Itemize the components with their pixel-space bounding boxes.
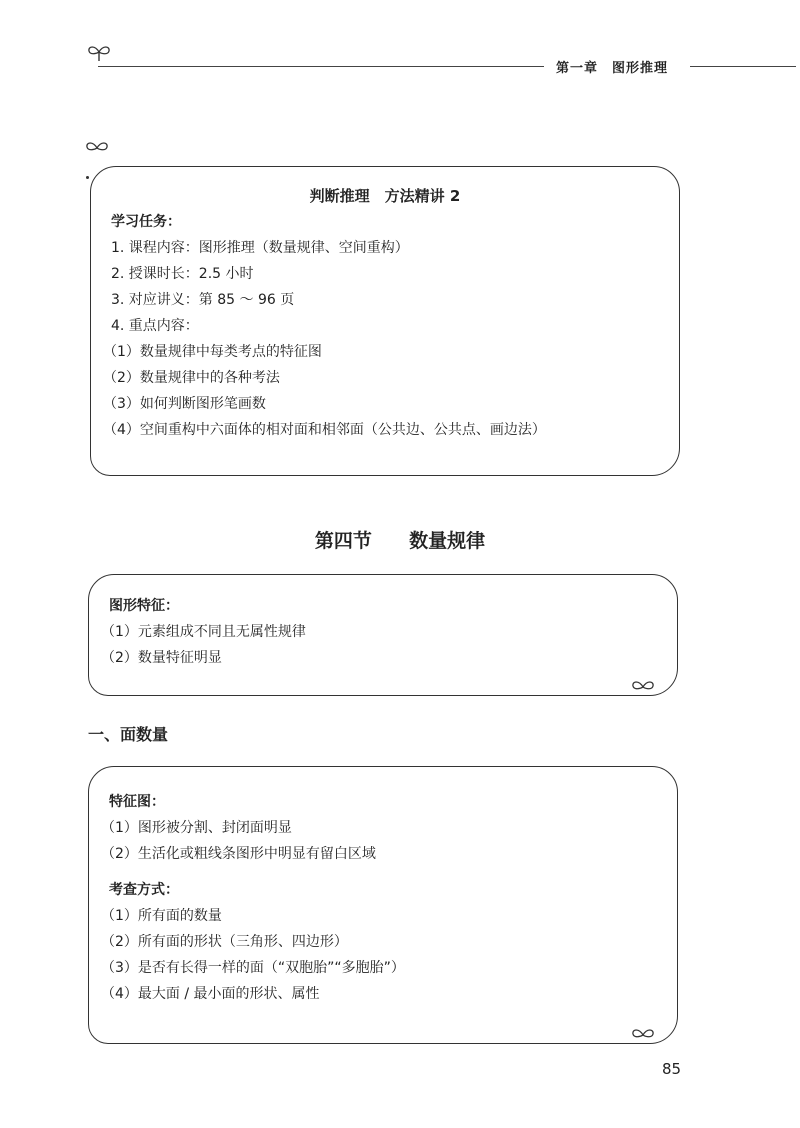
face-count-box (88, 766, 678, 1044)
feature-box (88, 574, 678, 696)
task-line: 4. 重点内容： (111, 318, 199, 334)
header-rule-left (98, 66, 544, 67)
section-title (0, 526, 800, 553)
task-line: （1）数量规律中每类考点的特征图 (103, 344, 322, 360)
exam-method-item: （4）最大面 / 最小面的形状、属性 (101, 986, 320, 1002)
header-rule-right (690, 66, 796, 67)
exam-method-item: （3）是否有长得一样的面（“双胞胎”“多胞胎”） (101, 960, 405, 976)
feature-item: （2）数量特征明显 (101, 650, 222, 666)
task-line: 学习任务： (111, 214, 181, 230)
task-line: （2）数量规律中的各种考法 (103, 370, 280, 386)
task-line: 3. 对应讲义：第 85 ～ 96 页 (111, 292, 295, 308)
exam-method-heading: 考查方式： (109, 882, 179, 898)
chapter-title: 第一章 图形推理 (556, 61, 669, 76)
task-line: 1. 课程内容：图形推理（数量规律、空间重构） (111, 240, 409, 256)
task-line: 2. 授课时长：2.5 小时 (111, 266, 254, 282)
exam-method-item: （1）所有面的数量 (101, 908, 222, 924)
sprout-icon (630, 678, 656, 696)
section-name: 数量规律 (409, 530, 486, 552)
sprout-icon (86, 44, 112, 62)
feature-item: （1）元素组成不同且无属性规律 (101, 624, 306, 640)
study-task-box (90, 166, 680, 476)
task-line: （3）如何判断图形笔画数 (103, 396, 266, 412)
sprout-icon (630, 1026, 656, 1044)
task-line: （4）空间重构中六面体的相对面和相邻面（公共边、公共点、画边法） (103, 422, 546, 438)
subheading: 一、面数量 (88, 725, 169, 744)
sprout-icon (84, 140, 110, 158)
feature-map-item: （1）图形被分割、封闭面明显 (101, 820, 292, 836)
feature-heading: 图形特征： (109, 598, 179, 614)
section-number: 第四节 (314, 530, 372, 552)
feature-map-item: （2）生活化或粗线条图形中明显有留白区域 (101, 846, 376, 862)
task-box-title: 判断推理 方法精讲 2 (309, 187, 461, 205)
exam-method-item: （2）所有面的形状（三角形、四边形） (101, 934, 348, 950)
feature-map-heading: 特征图： (109, 794, 165, 810)
page-number: 85 (662, 1060, 682, 1078)
decor-dot (86, 176, 89, 179)
